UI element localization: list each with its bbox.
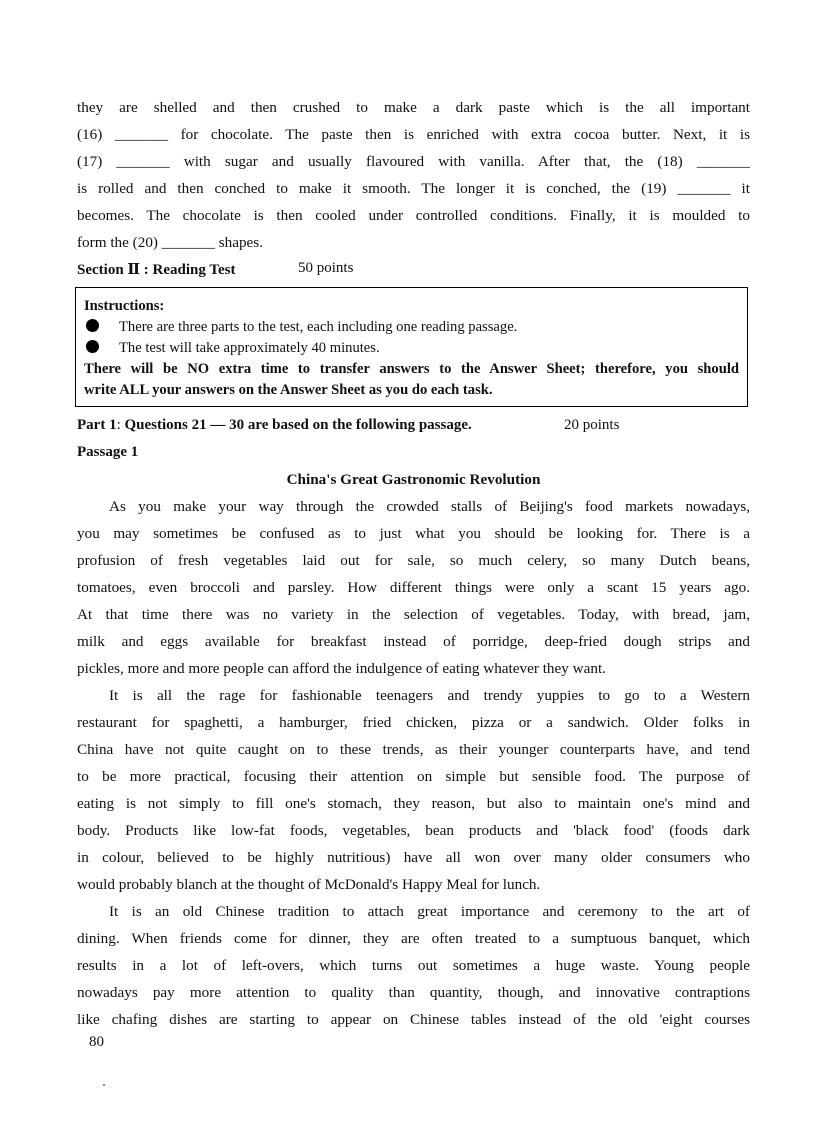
text-line: eating is not simply to fill one's stomach, they reason, but also to maintain one's mind and (77, 795, 750, 812)
page-number: 80 (89, 1034, 104, 1050)
text-line: becomes. The chocolate is then cooled under controlled conditions. Finally, it is moulded to (77, 207, 750, 224)
text-line: in colour, believed to be highly nutritious) have all won over many older consumers who (77, 849, 750, 866)
text-line: At that time there was no variety in the selection of vegetables. Today, with bread, jam, (77, 606, 750, 623)
text-line: (16) _______ for chocolate. The paste then is enriched with extra cocoa butter. Next, it is (77, 126, 750, 143)
passage-title: China's Great Gastronomic Revolution (286, 471, 541, 488)
text-line: pickles, more and more people can afford the indulgence of eating whatever they want. (77, 660, 606, 677)
part-description: are based on the following passage. (247, 417, 472, 433)
section-points: 50 points (298, 260, 354, 276)
text-line: results in a lot of left-overs, which turns out sometimes a huge waste. Young people (77, 957, 750, 974)
instructions-heading: Instructions: (84, 298, 165, 314)
instructions-box (75, 287, 748, 407)
bullet-icon (86, 319, 99, 332)
text-line: It is an old Chinese tradition to attach great importance and ceremony to the art of (109, 903, 750, 920)
text-line: dining. When friends come for dinner, they are often treated to a sumptuous banquet, which (77, 930, 750, 947)
instruction-warning: write ALL your answers on the Answer Sheet as you do each task. (84, 382, 493, 398)
instruction-text: There are three parts to the test, each including one reading passage. (119, 319, 518, 335)
text-line: profusion of fresh vegetables laid out for sale, so much celery, so many Dutch beans, (77, 552, 750, 569)
text-line: restaurant for spaghetti, a hamburger, fried chicken, pizza or a sandwich. Older folks in (77, 714, 750, 731)
text-line: they are shelled and then crushed to make a dark paste which is the all important (77, 99, 750, 116)
part-questions: Questions 21 — 30 (124, 417, 245, 433)
text-line: (17) _______ with sugar and usually flavoured with vanilla. After that, the (18) _______ (77, 153, 750, 170)
text-line: to be more practical, focusing their attention on simple but sensible food. The purpose of (77, 768, 750, 785)
instruction-text: The test will take approximately 40 minutes. (119, 340, 380, 356)
text-line: China have not quite caught on to these trends, as their younger counterparts have, and tend (77, 741, 750, 758)
text-line: As you make your way through the crowded stalls of Beijing's food markets nowadays, (109, 498, 750, 515)
text-line: would probably blanch at the thought of McDonald's Happy Meal for lunch. (77, 876, 541, 893)
text-line: It is all the rage for fashionable teenagers and trendy yuppies to go to a Western (109, 687, 750, 704)
part-label: Part 1 (77, 417, 117, 433)
instruction-warning: There will be NO extra time to transfer answers to the Answer Sheet; therefore, you should (84, 361, 739, 377)
text-line: tomatoes, even broccoli and parsley. How different things were only a scant 15 years ago. (77, 579, 750, 596)
text-line: you may sometimes be confused as to just what you should be looking for. There is a (77, 525, 750, 542)
part-points: 20 points (564, 417, 620, 433)
instruction-bullet (84, 338, 739, 358)
instruction-bullet (84, 317, 739, 337)
document-page: they are shelled and then crushed to make a dark paste which is the all important (16) _______ for chocolate. The paste then is enriched with extra cocoa butter. Next, it is (17) _______ with sugar and usually flavoured with vanilla. After that, the (18) _______ is rolled and then conched to make it smooth. The longer it is conched, the (19) _______ it becomes. The chocolate is then cooled under controlled conditions. Finally, it is moulded to form the (20) _______ shapes. Section Ⅱ : Reading Test 50 points Instructions: There are three parts to the test, each including one reading passage. The test will take approximately 40 minutes. There will be NO extra time to transfer answers to the Answer Sheet; therefore, you should write ALL your answers on the Answer Sheet as you do each task. Part 1: Questions 21 — 30 are based on the following passage. 20 points Passage 1 China's Great Gastronomic Revolution As you make your way through the crowded stalls of Beijing's food markets nowadays, you may sometimes be confused as to just what you should be looking for. There is a profusion of fresh vegetables laid out for sale, so much celery, so many Dutch beans, tomatoes, even broccoli and parsley. How different things were only a scant 15 years ago. At that time there was no variety in the selection of vegetables. Today, with bread, jam, milk and eggs available for breakfast instead of porridge, deep-fried dough strips and pickles, more and more people can afford the indulgence of eating whatever they want. It is all the rage for fashionable teenagers and trendy yuppies to go to a Western restaurant for spaghetti, a hamburger, fried chicken, pizza or a sandwich. Older folks in China have not quite caught on to these trends, as their younger counterparts have, and tend to be more practical, focusing their attention on simple but sensible food. The purpose of eating is not simply to fill one's stomach, they reason, but also to maintain one's mind and body. Products like low-fat foods, vegetables, bean products and 'black food' (foods dark in colour, believed to be highly nutritious) have all won over many older consumers who would probably blanch at the thought of McDonald's Happy Meal for lunch. It is an old Chinese tradition to attach great importance and ceremony to the art of dining. When friends come for dinner, they are often treated to a sumptuous banquet, which results in a lot of left-overs, which turns out sometimes a huge waste. Young people nowadays pay more attention to quality than quantity, though, and innovative contraptions like chafing dishes are starting to appear on Chinese tables instead of the old 'eight courses 80 (0, 0, 826, 1145)
text-line: milk and eggs available for breakfast instead of porridge, deep-fried dough strips and (77, 633, 750, 650)
text-line: form the (20) _______ shapes. (77, 234, 264, 251)
bullet-icon (86, 340, 99, 353)
scan-speck (103, 1084, 105, 1086)
text-line: nowadays pay more attention to quality than quantity, though, and innovative contraptions (77, 984, 750, 1001)
text-line: body. Products like low-fat foods, vegetables, bean products and 'black food' (foods dark (77, 822, 750, 839)
text-line: like chafing dishes are starting to appear on Chinese tables instead of the old 'eight courses (77, 1011, 750, 1028)
passage-label: Passage 1 (77, 444, 139, 460)
section-title: Section Ⅱ : Reading Test (77, 262, 236, 278)
text-line: is rolled and then conched to make it smooth. The longer it is conched, the (19) _______ it (77, 180, 750, 197)
